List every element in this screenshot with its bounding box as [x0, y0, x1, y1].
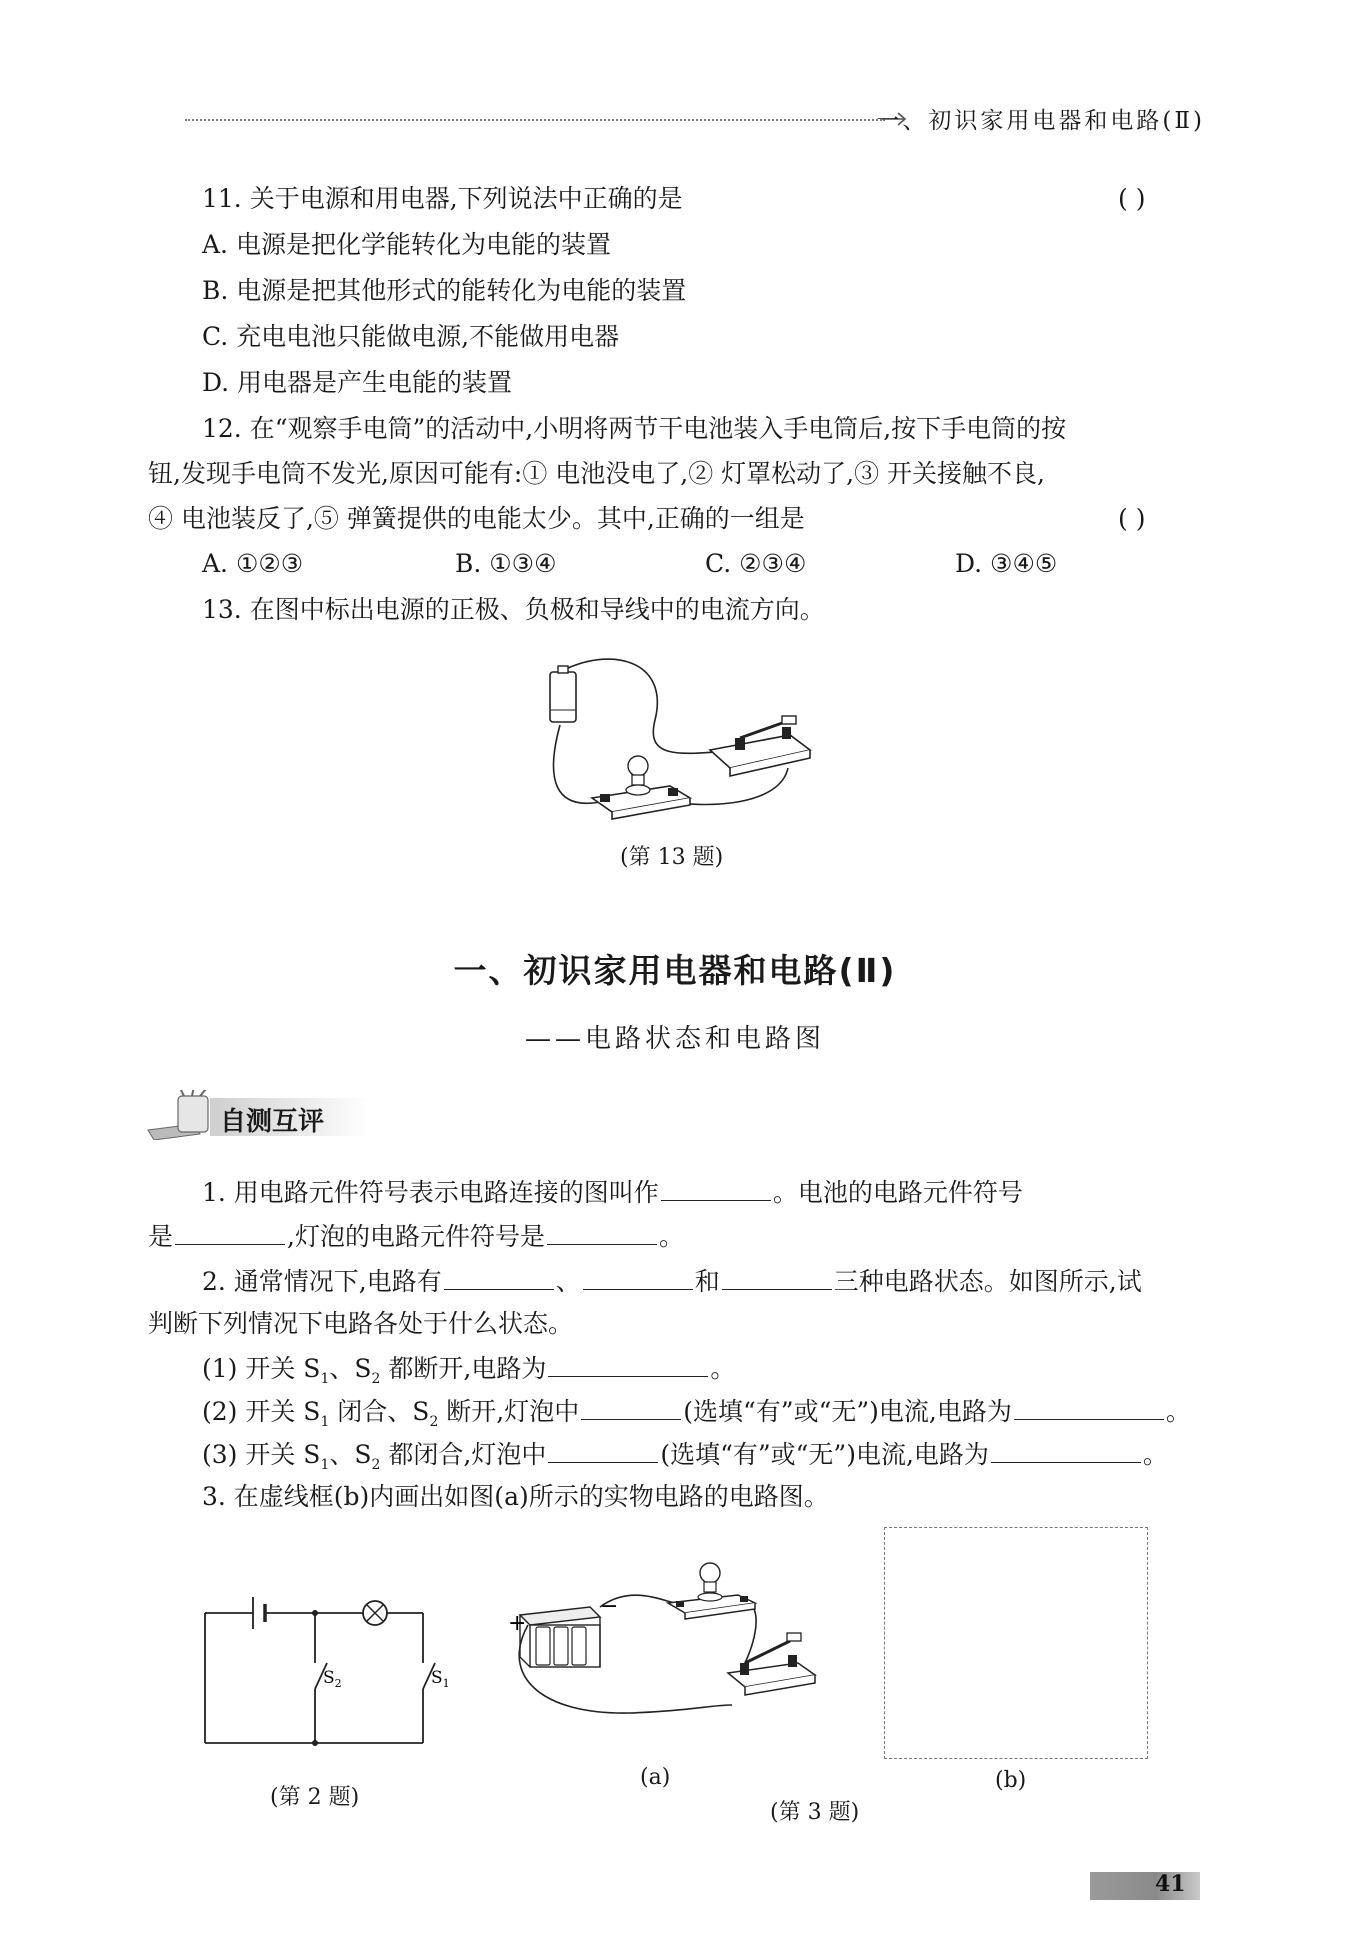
s2-sub2-text: (2) 开关 S	[202, 1397, 321, 1426]
answer-blank[interactable]	[583, 1263, 693, 1290]
subscript: 2	[429, 1414, 439, 1430]
s2-sub2-text: 。	[1165, 1397, 1191, 1426]
subscript: 1	[320, 1457, 330, 1473]
s2-sub3-text: 。	[1142, 1440, 1168, 1469]
battery-box-icon	[520, 1607, 600, 1667]
answer-blank[interactable]	[547, 1218, 657, 1245]
q12-option-d: D. ③④⑤	[955, 549, 1058, 578]
q12-answer-paren: ( )	[1118, 504, 1146, 533]
subscript: 2	[371, 1371, 381, 1387]
self-test-badge-label: 自测互评	[220, 1107, 325, 1137]
page-number: 41	[1155, 1871, 1186, 1897]
s1-text-d: ,灯泡的电路元件符号是	[287, 1222, 545, 1251]
s2-sub1-text: (1) 开关 S	[202, 1354, 321, 1383]
section-subtitle: ——电路状态和电路图	[524, 1024, 825, 1054]
q11-option-a: A. 电源是把化学能转化为电能的装置	[202, 230, 611, 259]
q13-stem: 13. 在图中标出电源的正极、负极和导线中的电流方向。	[202, 595, 825, 624]
answer-blank[interactable]	[1014, 1393, 1164, 1420]
s2-sub2-text: 闭合、S	[329, 1397, 430, 1426]
q13-caption: (第 13 题)	[620, 845, 724, 870]
q3-label-a: (a)	[640, 1765, 671, 1790]
switch-s1-label: $S_1$	[431, 1668, 450, 1690]
q12-line2: 钮,发现手电筒不发光,原因可能有:① 电池没电了,② 灯罩松动了,③ 开关接触不良,	[148, 459, 1046, 488]
subscript: 1	[320, 1371, 330, 1387]
knife-switch-icon	[728, 1633, 815, 1695]
q12-line3: ④ 电池装反了,⑤ 弹簧提供的电能太少。其中,正确的一组是	[148, 504, 805, 533]
q11-answer-paren: ( )	[1118, 184, 1146, 213]
s2-sub3	[202, 1436, 1168, 1482]
answer-blank[interactable]	[722, 1263, 832, 1290]
answer-blank[interactable]	[175, 1218, 285, 1245]
s2-sub1-text: 都断开,电路为	[380, 1354, 547, 1383]
s1-text-b: 。电池的电路元件符号	[772, 1178, 1023, 1207]
q3-caption: (第 3 题)	[770, 1800, 860, 1825]
q12-line1: 12. 在“观察手电筒”的活动中,小明将两节干电池装入手电筒后,按下手电筒的按	[202, 414, 1067, 443]
s2-sub3-text: 、S	[329, 1440, 372, 1469]
answer-blank[interactable]	[444, 1263, 554, 1290]
lightbulb-icon	[668, 1563, 755, 1619]
battery-symbol-icon	[253, 1597, 265, 1629]
q2-circuit-diagram	[195, 1585, 455, 1750]
answer-blank[interactable]	[581, 1393, 681, 1420]
q11-option-c: C. 充电电池只能做电源,不能做用电器	[202, 322, 620, 351]
s3-stem: 3. 在虚线框(b)内画出如图(a)所示的实物电路的电路图。	[202, 1482, 829, 1511]
s2-sub3-text: 都闭合,灯泡中	[380, 1440, 547, 1469]
pencil-cup-icon	[148, 1090, 208, 1140]
lightbulb-icon	[592, 756, 690, 819]
s2-sub2-text: (选填“有”或“无”)电流,电路为	[683, 1397, 1012, 1426]
s1-text-a: 1. 用电路元件符号表示电路连接的图叫作	[202, 1178, 659, 1207]
q11-stem: 11. 关于电源和用电器,下列说法中正确的是	[202, 184, 683, 213]
q3-label-b: (b)	[995, 1768, 1027, 1793]
s1-text-c: 是	[148, 1222, 174, 1251]
s1-line1	[202, 1174, 1023, 1210]
header-title: 一、初识家用电器和电路(Ⅱ)	[876, 108, 1205, 134]
knife-switch-icon	[710, 716, 810, 776]
battery-plus-label: +	[508, 1611, 527, 1636]
s2-sub2	[202, 1393, 1191, 1439]
s2-sub3-text: (选填“有”或“无”)电流,电路为	[660, 1440, 989, 1469]
q3-physical-circuit	[500, 1555, 830, 1740]
battery-minus-label: −	[600, 1594, 619, 1619]
q12-option-b: B. ①③④	[455, 549, 557, 578]
s2-text-c: 和	[694, 1267, 720, 1296]
q2-caption: (第 2 题)	[270, 1785, 360, 1810]
s2-text-d: 三种电路状态。如图所示,试	[833, 1267, 1142, 1296]
s1-line2	[148, 1218, 684, 1254]
s1-text-e: 。	[658, 1222, 684, 1251]
answer-blank[interactable]	[991, 1436, 1141, 1463]
answer-blank[interactable]	[548, 1436, 658, 1463]
s2-text-b: 、	[555, 1267, 581, 1296]
answer-blank[interactable]	[548, 1350, 708, 1377]
q12-option-a: A. ①②③	[202, 549, 304, 578]
s2-sub2-text: 断开,灯泡中	[438, 1397, 580, 1426]
switch-s2-label: $S_2$	[323, 1668, 342, 1690]
section-title: 一、初识家用电器和电路(Ⅱ)	[453, 951, 897, 990]
s2-text-a: 2. 通常情况下,电路有	[202, 1267, 442, 1296]
s2-sub1	[202, 1350, 735, 1396]
subscript: 2	[371, 1457, 381, 1473]
answer-drawing-box[interactable]	[884, 1527, 1148, 1759]
s2-sub1-text: 、S	[329, 1354, 372, 1383]
q11-option-b: B. 电源是把其他形式的能转化为电能的装置	[202, 276, 687, 305]
s2-line2: 判断下列情况下电路各处于什么状态。	[148, 1309, 574, 1338]
subscript: 1	[320, 1414, 330, 1430]
answer-blank[interactable]	[661, 1174, 771, 1201]
header-rule	[185, 119, 885, 121]
s2-line1	[202, 1263, 1142, 1299]
q12-option-c: C. ②③④	[705, 549, 807, 578]
s2-sub1-text: 。	[710, 1354, 736, 1383]
lamp-symbol-icon	[363, 1601, 387, 1625]
s2-sub3-text: (3) 开关 S	[202, 1440, 321, 1469]
q11-option-d: D. 用电器是产生电能的装置	[202, 368, 513, 397]
battery-icon	[550, 666, 576, 722]
q13-circuit-figure	[520, 650, 820, 830]
